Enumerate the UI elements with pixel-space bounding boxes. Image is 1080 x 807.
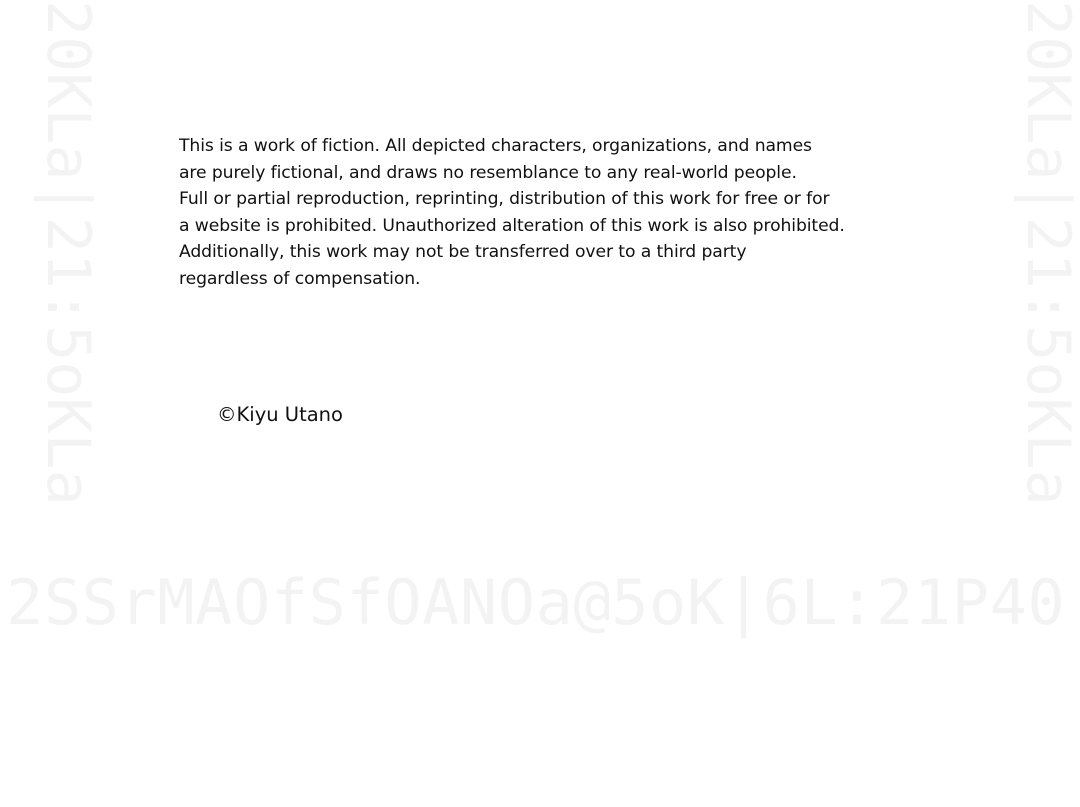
disclaimer-line: regardless of compensation.	[179, 268, 421, 289]
watermark-bottom	[6, 572, 1065, 634]
watermark-left	[38, 0, 98, 506]
fiction-disclaimer	[179, 133, 919, 292]
disclaimer-line: are purely fictional, and draws no resemblance to any real-world people.	[179, 162, 797, 183]
disclaimer-line: Full or partial reproduction, reprinting, distribution of this work for free or for	[179, 189, 830, 209]
disclaimer-line: This is a work of fiction. All depicted characters, organizations, and names	[179, 136, 812, 156]
disclaimer-line: a website is prohibited. Unauthorized alteration of this work is also prohibited.	[179, 215, 845, 236]
disclaimer-line: Additionally, this work may not be transferred over to a third party	[179, 242, 747, 262]
copyright-notice: ©Kiyu Utano	[217, 403, 343, 426]
watermark-right	[1018, 0, 1078, 506]
